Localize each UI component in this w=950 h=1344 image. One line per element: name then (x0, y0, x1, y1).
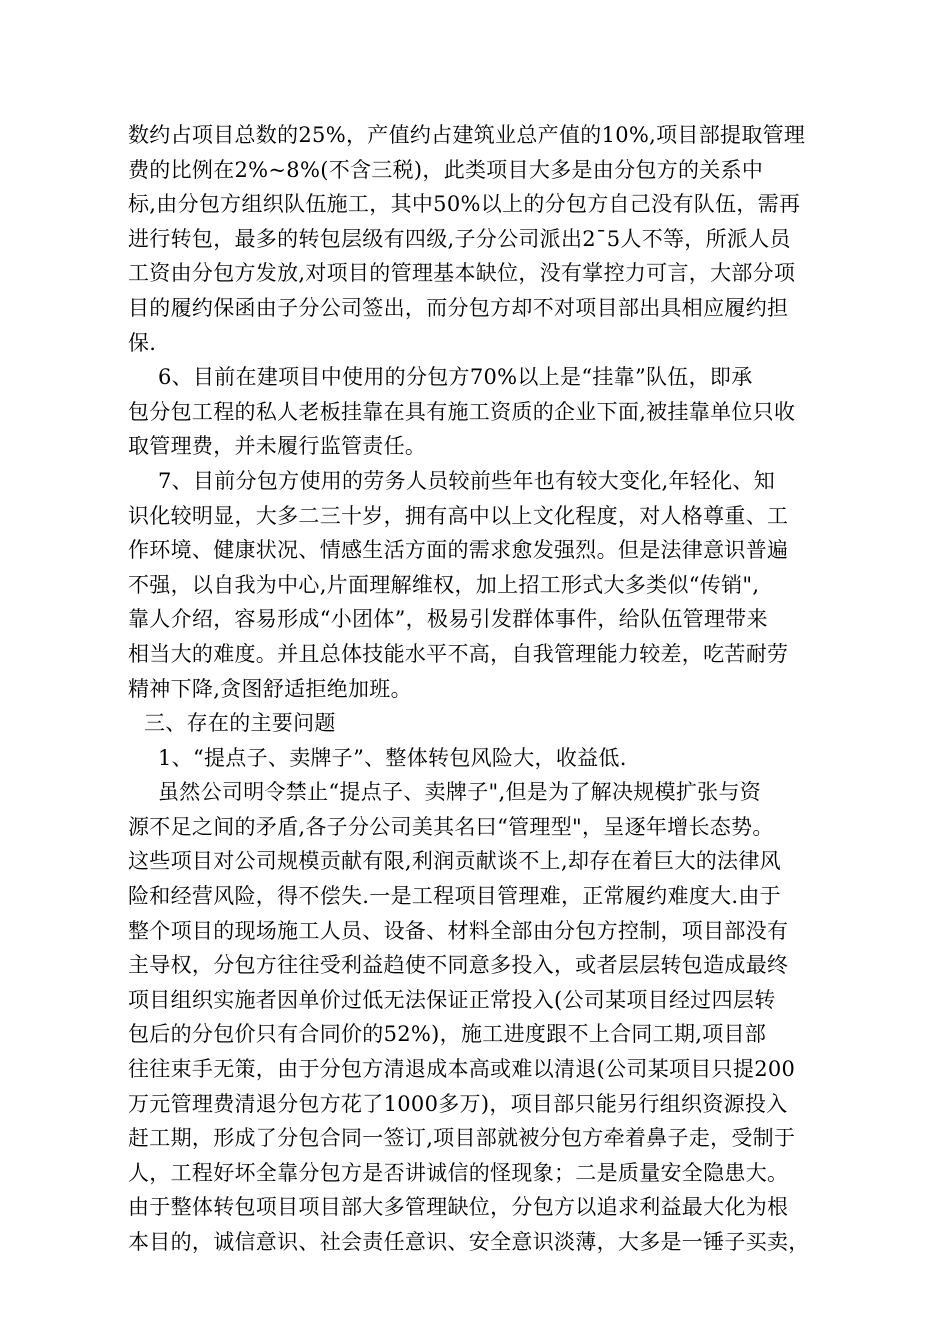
text-line: 相当大的难度。并且总体技能水平不高，自我管理能力较差，吃苦耐劳 (128, 641, 789, 666)
text-line: 虽然公司明令禁止“提点子、卖牌子",但是为了解决规模扩张与资 (158, 780, 762, 805)
text-line: 包后的分包价只有合同价的52%)，施工进度跟不上合同工期,项目部 (128, 1022, 767, 1047)
text-line: 1、“提点子、卖牌子”、整体转包风险大，收益低. (158, 745, 627, 770)
text-line: 不强，以自我为中心,片面理解维权，加上招工形式大多类似“传销", (128, 572, 760, 597)
text-line: 目的履约保函由子分公司签出，而分包方却不对项目部出具相应履约担 (128, 295, 789, 320)
text-line: 赶工期，形成了分包合同一签订,项目部就被分包方牵着鼻子走，受制于 (128, 1126, 796, 1151)
text-line: 工资由分包方发放,对项目的管理基本缺位，没有掌控力可言，大部分项 (128, 261, 796, 286)
text-line: 险和经营风险，得不偿失.一是工程项目管理难，正常履约难度大.由于 (128, 884, 781, 909)
text-line: 人，工程好坏全靠分包方是否讲诚信的怪现象；二是质量安全隐患大。 (128, 1160, 789, 1185)
text-line: 标,由分包方组织队伍施工，其中50%以上的分包方自己没有队伍，需再 (128, 192, 801, 217)
text-line: 三、存在的主要问题 (144, 711, 336, 736)
text-line: 主导权，分包方往往受利益趋使不同意多投入，或者层层转包造成最终 (128, 953, 789, 978)
text-line: 7、目前分包方使用的劳务人员较前些年也有较大变化,年轻化、知 (158, 468, 776, 493)
text-line: 进行转包，最多的转包层级有四级,子分公司派出2¯5人不等，所派人员 (128, 226, 791, 251)
text-line: 本目的，诚信意识、社会责任意识、安全意识淡薄，大多是一锤子买卖， (128, 1230, 810, 1254)
document-page (128, 118, 828, 1328)
text-line: 取管理费，并未履行监管责任。 (128, 434, 427, 459)
text-line: 项目组织实施者因单价过低无法保证正常投入(公司某项目经过四层转 (128, 987, 776, 1012)
text-line: 包分包工程的私人老板挂靠在具有施工资质的企业下面,被挂靠单位只收 (128, 399, 796, 424)
text-line: 由于整体转包项目项目部大多管理缺位，分包方以追求利益最大化为根 (128, 1195, 789, 1220)
text-line: 源不足之间的矛盾,各子分公司美其名曰“管理型"，呈逐年增长态势。 (128, 814, 774, 839)
text-line: 6、目前在建项目中使用的分包方70%以上是“挂靠”队伍，即承 (158, 365, 753, 390)
text-line: 往往束手无策，由于分包方清退成本高或难以清退(公司某项目只提200 (128, 1057, 796, 1082)
text-line: 保. (128, 330, 157, 355)
text-line: 整个项目的现场施工人员、设备、材料全部由分包方控制，项目部没有 (128, 918, 789, 943)
text-line: 靠人介绍，容易形成“小团体”，极易引发群体事件，给队伍管理带来 (128, 607, 768, 632)
text-line: 万元管理费清退分包方花了1000多万)，项目部只能另行组织资源投入 (128, 1091, 788, 1116)
text-line: 数约占项目总数的25%，产值约占建筑业总产值的10%,项目部提取管理 (128, 123, 806, 147)
body-text (128, 118, 828, 1260)
text-line: 这些项目对公司规模贡献有限,利润贡献谈不上,却存在着巨大的法律风 (128, 849, 781, 874)
text-line: 识化较明显，大多二三十岁，拥有高中以上文化程度，对人格尊重、工 (128, 503, 789, 528)
text-line: 费的比例在2%~8%(不含三税)，此类项目大多是由分包方的关系中 (128, 157, 764, 182)
text-line: 作环境、健康状况、情感生活方面的需求愈发强烈。但是法律意识普遍 (128, 538, 789, 563)
text-line: 精神下降,贪图舒适拒绝加班。 (128, 676, 412, 701)
